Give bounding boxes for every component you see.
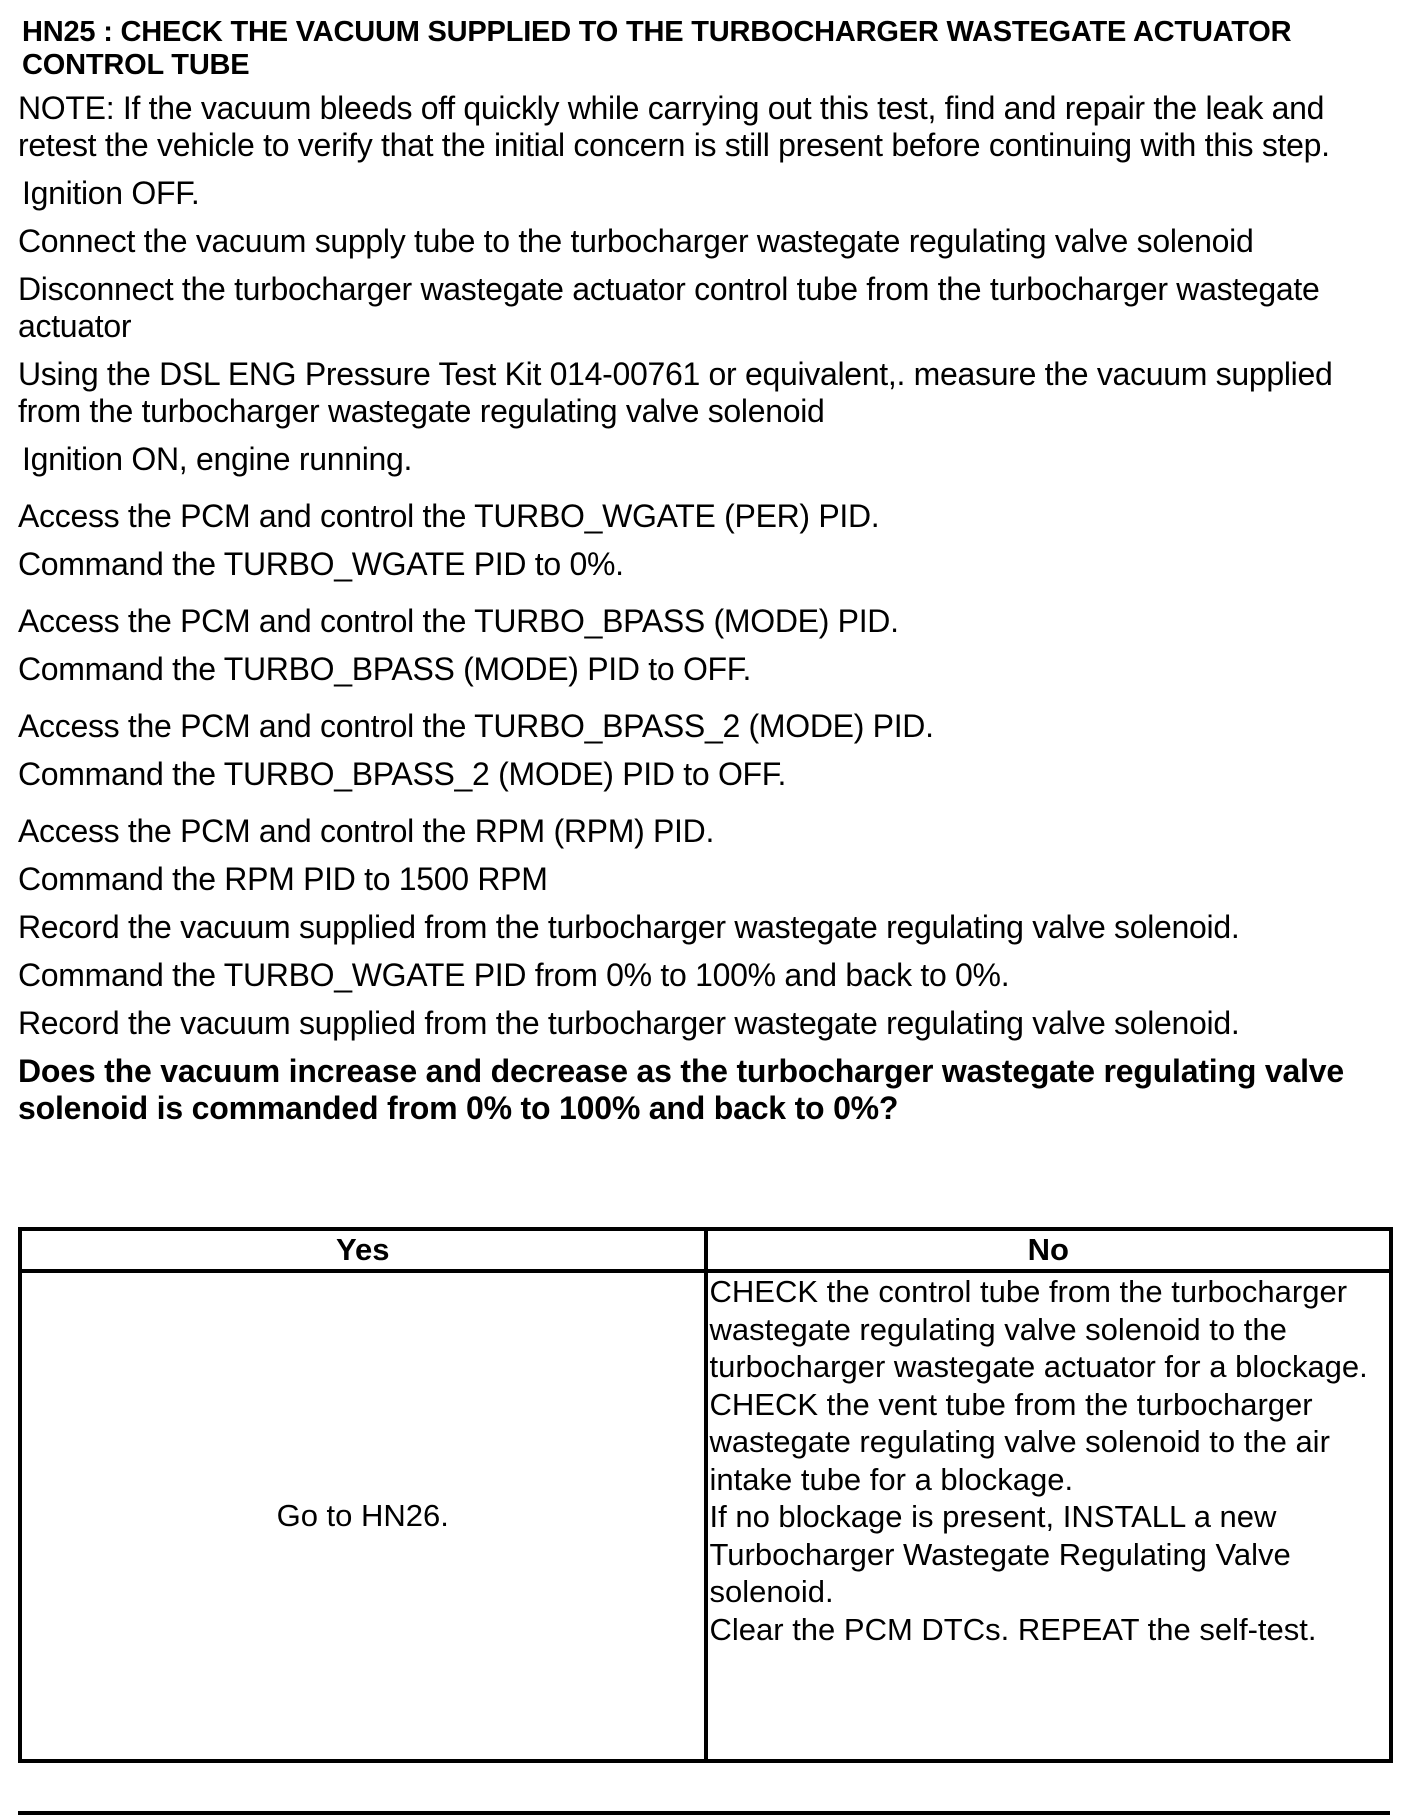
no-action-cell <box>706 1271 1392 1761</box>
no-action-item: CHECK the vent tube from the turbocharger wastegate regulating valve solenoid to the air intake tube for a blockage. <box>709 1386 1330 1497</box>
step-item: Command the TURBO_BPASS (MODE) PID to OFF. <box>18 651 752 687</box>
step-item: Command the TURBO_WGATE PID to 0%. <box>18 546 624 582</box>
table-header-row <box>20 1229 1391 1271</box>
step-heading: HN25 : CHECK THE VACUUM SUPPLIED TO THE TURBOCHARGER WASTEGATE ACTUATOR CONTROL TUBE <box>22 16 1292 81</box>
step-item: Access the PCM and control the TURBO_BPASS (MODE) PID. <box>18 603 899 639</box>
step-item: Access the PCM and control the TURBO_WGATE (PER) PID. <box>18 498 880 534</box>
step-item: Using the DSL ENG Pressure Test Kit 014-00761 or equivalent,. measure the vacuum supplied from the turbocharger wastegate regulating valve solenoid <box>18 356 1333 429</box>
step-item: Connect the vacuum supply tube to the turbocharger wastegate regulating valve solenoid <box>18 223 1254 259</box>
step-item: Ignition ON, engine running. <box>22 441 413 477</box>
step-item: Ignition OFF. <box>22 175 200 211</box>
yes-action-link[interactable]: Go to HN26. <box>276 1498 449 1534</box>
step-item: Command the TURBO_WGATE PID from 0% to 100% and back to 0%. <box>18 957 1010 993</box>
no-header: No <box>706 1229 1392 1271</box>
step-item: Access the PCM and control the RPM (RPM) PID. <box>18 813 715 849</box>
bottom-divider <box>18 1811 1390 1815</box>
table-row <box>20 1271 1391 1761</box>
decision-table <box>18 1227 1393 1763</box>
step-item: Disconnect the turbocharger wastegate actuator control tube from the turbocharger wastegate actuator <box>18 271 1320 344</box>
note-text: NOTE: If the vacuum bleeds off quickly while carrying out this test, find and repair the leak and retest the vehicle to verify that the initial concern is still present before continuing with this step. <box>18 90 1330 163</box>
no-action-item: Clear the PCM DTCs. REPEAT the self-test. <box>709 1611 1317 1647</box>
step-item: Access the PCM and control the TURBO_BPASS_2 (MODE) PID. <box>18 708 934 744</box>
step-item: Record the vacuum supplied from the turbocharger wastegate regulating valve solenoid. <box>18 1005 1240 1041</box>
step-item: Command the RPM PID to 1500 RPM <box>18 861 548 897</box>
yes-action-cell <box>20 1271 706 1761</box>
yes-header: Yes <box>20 1229 706 1271</box>
step-item: Command the TURBO_BPASS_2 (MODE) PID to OFF. <box>18 756 787 792</box>
no-action-item: CHECK the control tube from the turbocharger wastegate regulating valve solenoid to the turbocharger wastegate actuator for a blockage. <box>709 1274 1368 1384</box>
procedure-step <box>18 16 1393 1127</box>
step-item: Record the vacuum supplied from the turbocharger wastegate regulating valve solenoid. <box>18 909 1240 945</box>
no-action-item: If no blockage is present, INSTALL a new Turbocharger Wastegate Regulating Valve solenoid. <box>709 1499 1291 1609</box>
decision-question: Does the vacuum increase and decrease as the turbocharger wastegate regulating valve solenoid is commanded from 0% to 100% and back to 0%? <box>18 1053 1344 1126</box>
